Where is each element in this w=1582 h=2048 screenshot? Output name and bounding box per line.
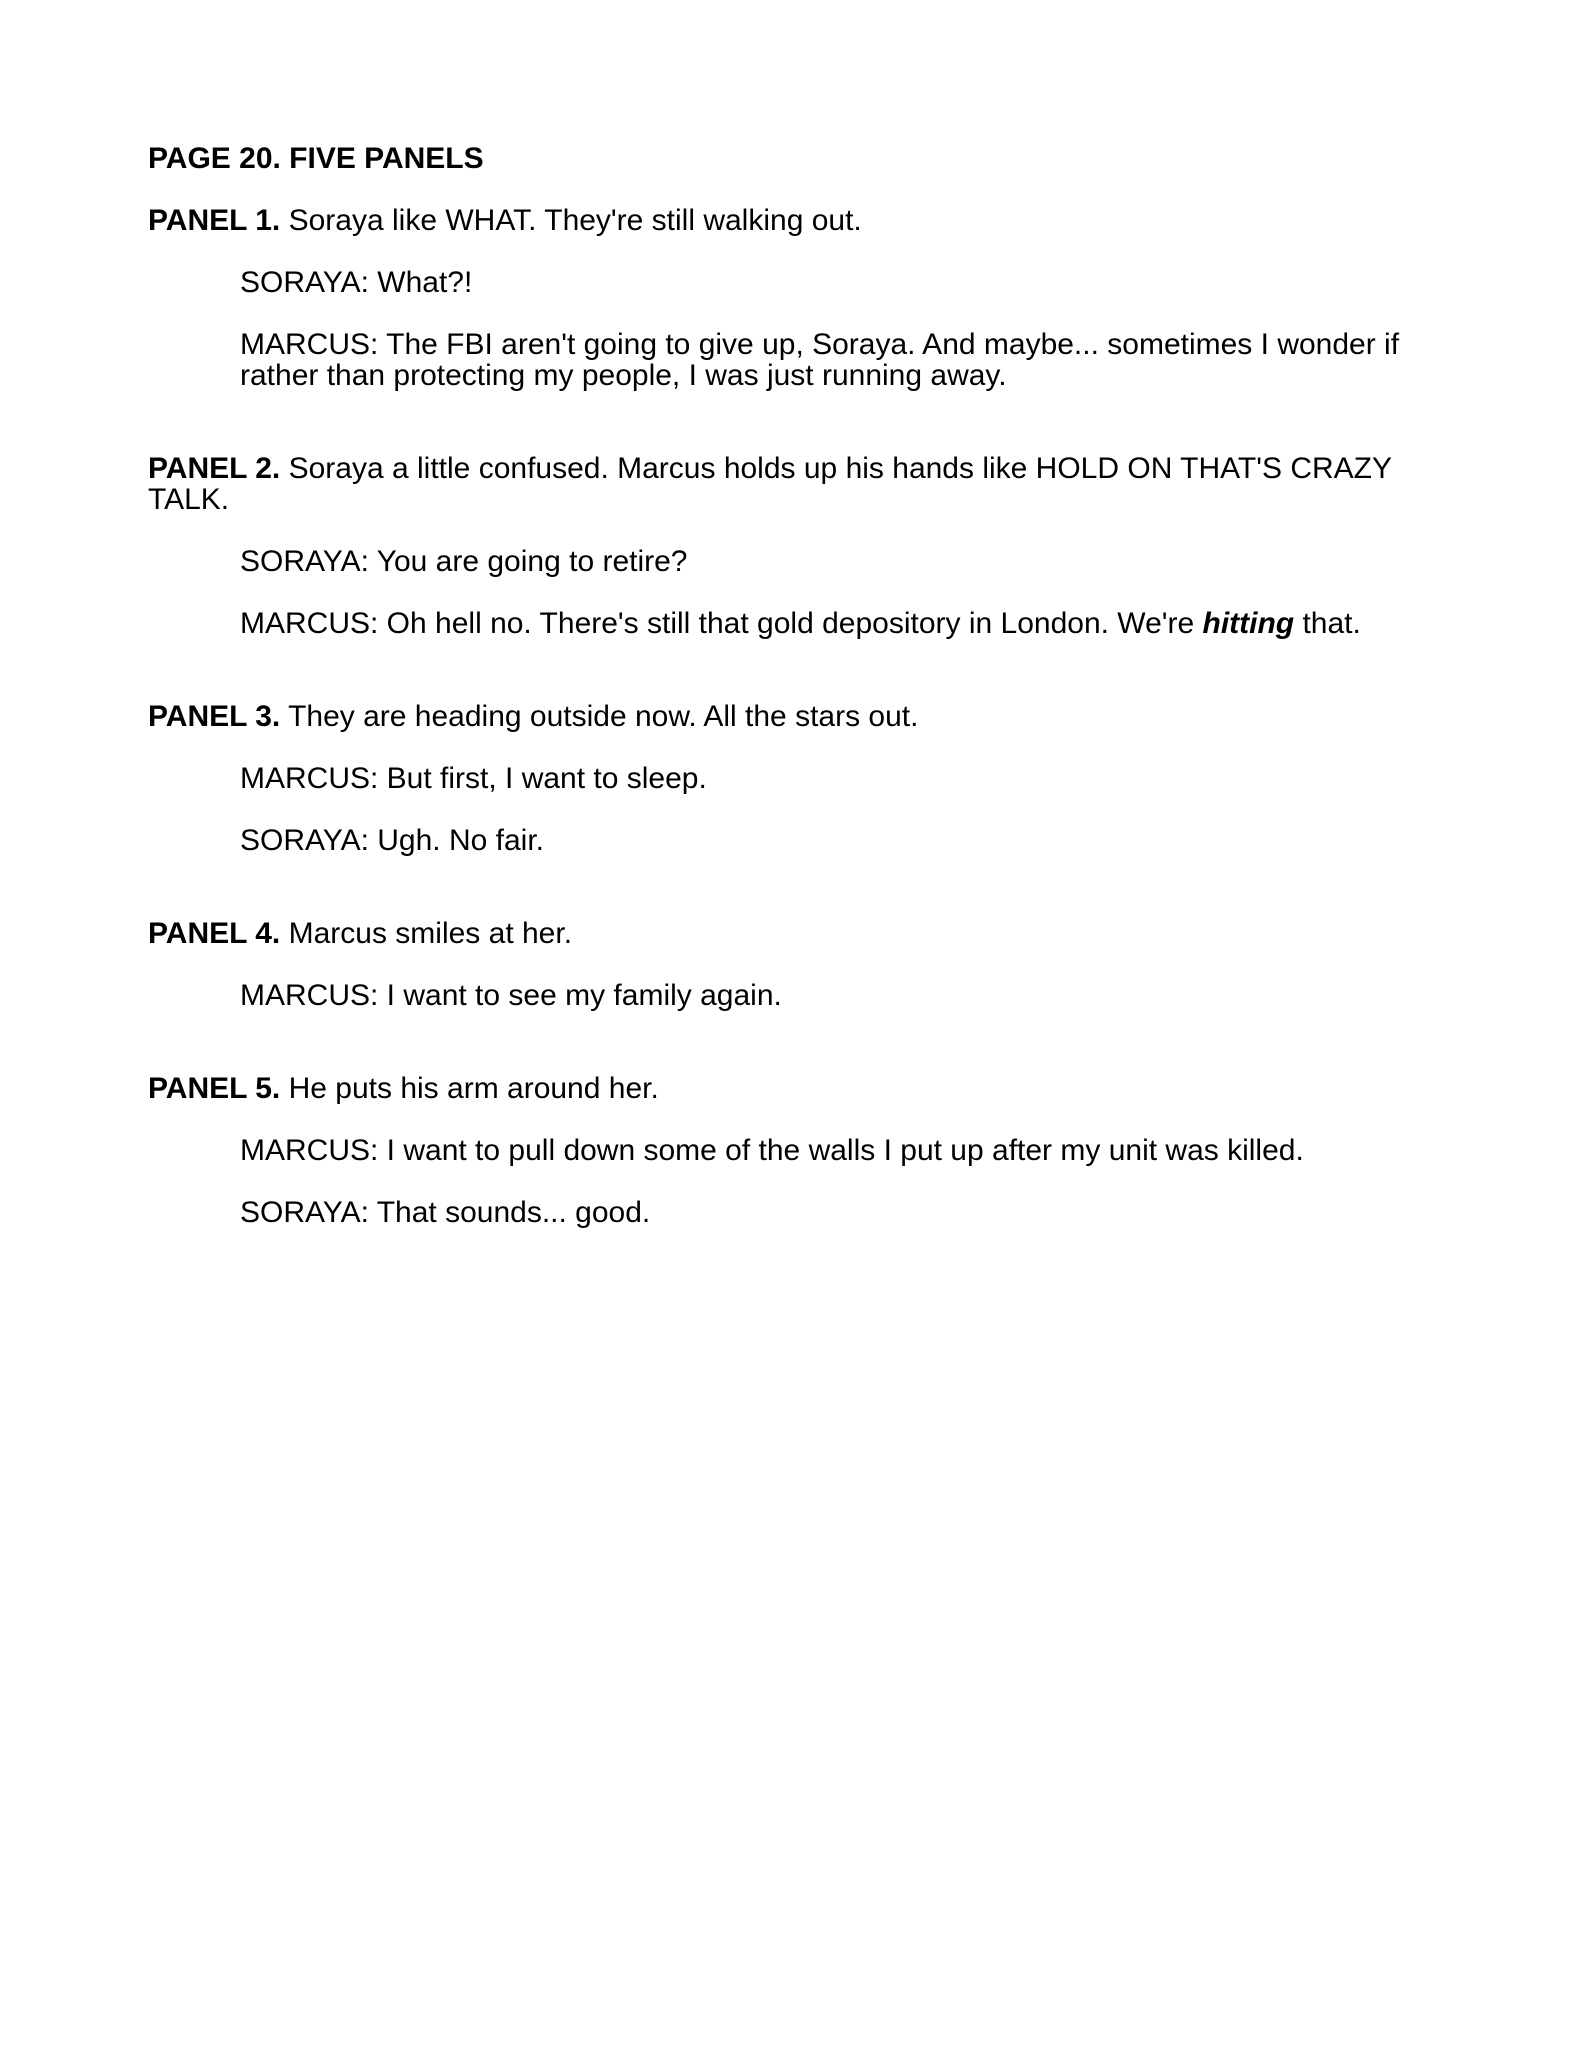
dialogue-text: that. [1294,607,1361,640]
dialogue-line: MARCUS: The FBI aren't going to give up, Soraya. And maybe... sometimes I wonder if rather than protecting my people, I was just running away. [240,328,1400,392]
panel-5-description [148,1073,1428,1104]
dialogue-line: MARCUS: I want to see my family again. [240,979,782,1012]
page-heading: PAGE 20. FIVE PANELS [148,142,484,175]
panel-description-text: He puts his arm around her. [288,1072,659,1105]
panel-label: PANEL 1. [148,204,281,237]
panel-label: PANEL 2. [148,452,281,485]
dialogue-line: SORAYA: Ugh. No fair. [240,824,544,857]
panel-description-text: They are heading outside now. All the stars out. [288,700,919,733]
dialogue-line: SORAYA: You are going to retire? [240,545,688,578]
dialogue-text: MARCUS: Oh hell no. There's still that gold depository in London. We're [240,607,1203,640]
dialogue-line [240,608,1440,639]
panel-3-description [148,701,1428,732]
panel-description-text: Soraya a little confused. Marcus holds up his hands like HOLD ON THAT'S CRAZY TALK. [148,452,1392,516]
panel-label: PANEL 4. [148,917,281,950]
panel-4-description [148,918,1428,949]
panel-1-description [148,205,1428,236]
panel-2-description [148,453,1428,515]
panel-description-text: Soraya like WHAT. They're still walking out. [288,204,862,237]
panel-label: PANEL 3. [148,700,281,733]
dialogue-line: MARCUS: But first, I want to sleep. [240,762,707,795]
panel-description-text: Marcus smiles at her. [288,917,573,950]
emphasized-word: hitting [1202,607,1295,640]
dialogue-line: MARCUS: I want to pull down some of the walls I put up after my unit was killed. [240,1134,1304,1167]
panel-label: PANEL 5. [148,1072,281,1105]
dialogue-line: SORAYA: That sounds... good. [240,1196,651,1229]
dialogue-line: SORAYA: What?! [240,266,473,299]
